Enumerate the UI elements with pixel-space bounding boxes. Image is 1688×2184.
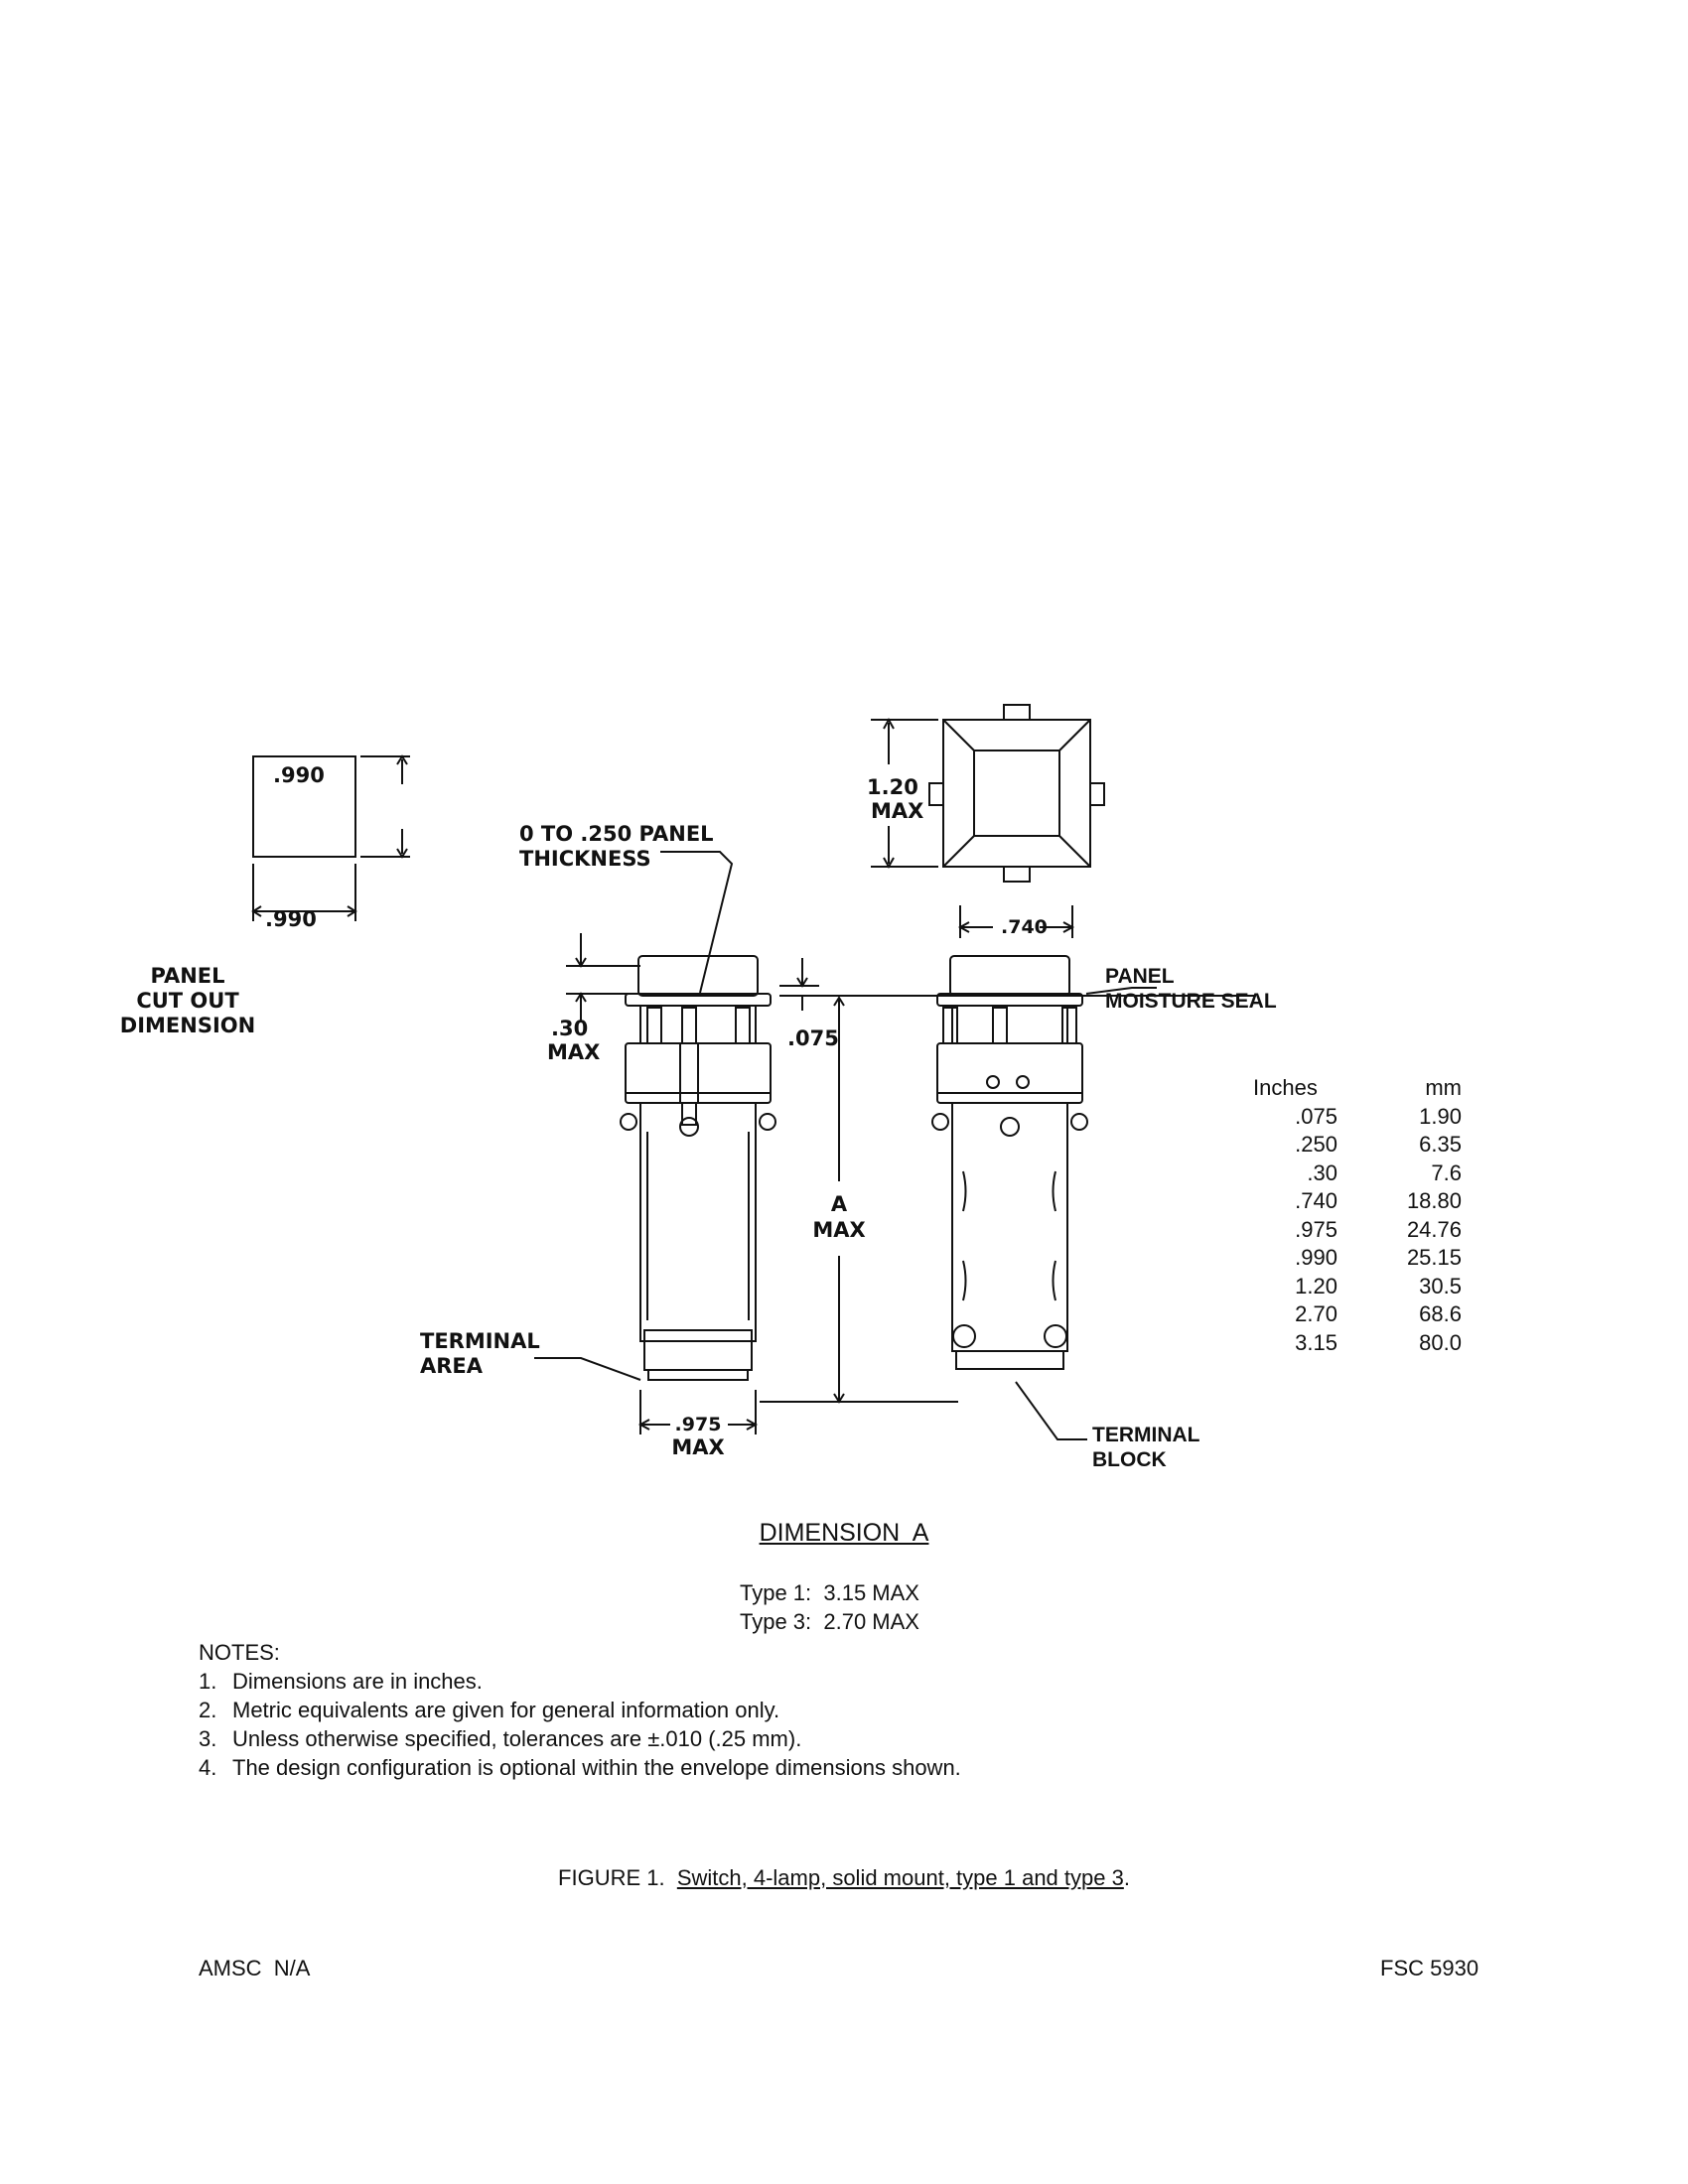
cutout-label-2: CUT OUT: [136, 989, 239, 1013]
dim-975-max: MAX: [671, 1435, 725, 1459]
panel-moisture-label-2: MOISTURE SEAL: [1105, 990, 1277, 1013]
terminal-area-label-2: AREA: [420, 1354, 484, 1378]
dim-30-max: MAX: [547, 1040, 601, 1064]
note-item: [199, 1696, 1390, 1724]
inch-value: .975: [1295, 1216, 1337, 1242]
mm-value: 30.5: [1419, 1273, 1462, 1298]
note-number: 3.: [199, 1726, 217, 1751]
note-text: The design configuration is optional within the envelope dimensions shown.: [232, 1755, 961, 1780]
inch-value: 2.70: [1295, 1301, 1337, 1326]
side-view-left: [621, 956, 775, 1380]
inch-value: .250: [1295, 1132, 1337, 1157]
dim-075-label: .075: [787, 1026, 839, 1050]
terminal-block-label-1: TERMINAL: [1092, 1424, 1200, 1446]
switch-technical-drawing: [119, 705, 1375, 1471]
note-number: 1.: [199, 1669, 217, 1694]
height-120-max: MAX: [871, 799, 924, 823]
cutout-label-1: PANEL: [150, 964, 225, 988]
conversion-row: [1253, 1300, 1481, 1329]
dimension-a-heading: [0, 1519, 1688, 1548]
figure-label: FIGURE 1.: [558, 1865, 677, 1890]
footer-fsc: FSC 5930: [1380, 1956, 1479, 1980]
inch-value: 1.20: [1295, 1273, 1337, 1298]
dim-a-max: MAX: [812, 1218, 866, 1242]
panel-thickness-label-1: 0 TO .250 PANEL: [519, 822, 714, 846]
mm-header: mm: [1425, 1075, 1462, 1100]
figure-caption: [0, 1865, 1688, 1891]
conversion-row: [1253, 1244, 1481, 1273]
mm-value: 1.90: [1419, 1103, 1462, 1129]
conversion-row: [1253, 1103, 1481, 1132]
conversion-table: [1253, 1074, 1481, 1357]
inch-value: 3.15: [1295, 1329, 1337, 1355]
type-3-value: Type 3: 2.70 MAX: [740, 1609, 919, 1634]
note-text: Dimensions are in inches.: [232, 1669, 483, 1694]
inches-header: Inches: [1253, 1075, 1318, 1100]
note-item: [199, 1753, 1390, 1782]
terminal-area-label-1: TERMINAL: [420, 1329, 540, 1353]
conversion-row: [1253, 1187, 1481, 1216]
mm-value: 80.0: [1419, 1329, 1462, 1355]
dim-a-label: A: [830, 1192, 848, 1216]
note-number: 2.: [199, 1698, 217, 1722]
notes-section: [199, 1638, 1390, 1782]
conversion-row: [1253, 1216, 1481, 1245]
dim-30-label: .30: [551, 1017, 589, 1040]
cutout-label-3: DIMENSION: [119, 1014, 256, 1037]
note-item: [199, 1724, 1390, 1753]
conversion-header: [1253, 1074, 1481, 1103]
dim-975-label: .975: [674, 1414, 722, 1435]
mm-value: 7.6: [1431, 1160, 1462, 1185]
mm-value: 25.15: [1406, 1245, 1462, 1270]
mm-value: 18.80: [1406, 1188, 1462, 1213]
type-1-value: Type 1: 3.15 MAX: [740, 1580, 919, 1605]
note-text: Metric equivalents are given for general information only.: [232, 1698, 780, 1722]
mm-value: 24.76: [1406, 1216, 1462, 1242]
panel-thickness-label-2: THICKNESS: [519, 847, 651, 871]
panel-moisture-label-1: PANEL: [1105, 965, 1175, 988]
inch-value: .990: [1295, 1245, 1337, 1270]
conversion-row: [1253, 1160, 1481, 1188]
conversion-row: [1253, 1273, 1481, 1301]
conversion-row: [1253, 1131, 1481, 1160]
conversion-row: [1253, 1329, 1481, 1358]
footer-amsc: AMSC N/A: [199, 1956, 311, 1980]
side-view-right: [932, 956, 1087, 1369]
dimension-a-types: [740, 1578, 998, 1636]
note-text: Unless otherwise specified, tolerances are ±.010 (.25 mm).: [232, 1726, 802, 1751]
note-item: [199, 1667, 1390, 1696]
inch-value: .740: [1295, 1188, 1337, 1213]
width-740-label: .740: [1001, 916, 1048, 938]
dimension-a-title: DIMENSION A: [759, 1519, 929, 1547]
cutout-width-label: .990: [265, 907, 317, 931]
mm-value: 68.6: [1419, 1301, 1462, 1326]
inch-value: .075: [1295, 1103, 1337, 1129]
terminal-block-label-2: BLOCK: [1092, 1448, 1167, 1471]
cutout-height-label: .990: [273, 763, 325, 787]
notes-heading: NOTES:: [199, 1640, 280, 1665]
mm-value: 6.35: [1419, 1132, 1462, 1157]
figure-caption-text: Switch, 4-lamp, solid mount, type 1 and type 3: [676, 1865, 1124, 1890]
inch-value: .30: [1307, 1160, 1337, 1185]
note-number: 4.: [199, 1755, 217, 1780]
figure-period: .: [1123, 1865, 1130, 1890]
height-120-label: 1.20: [867, 775, 918, 799]
